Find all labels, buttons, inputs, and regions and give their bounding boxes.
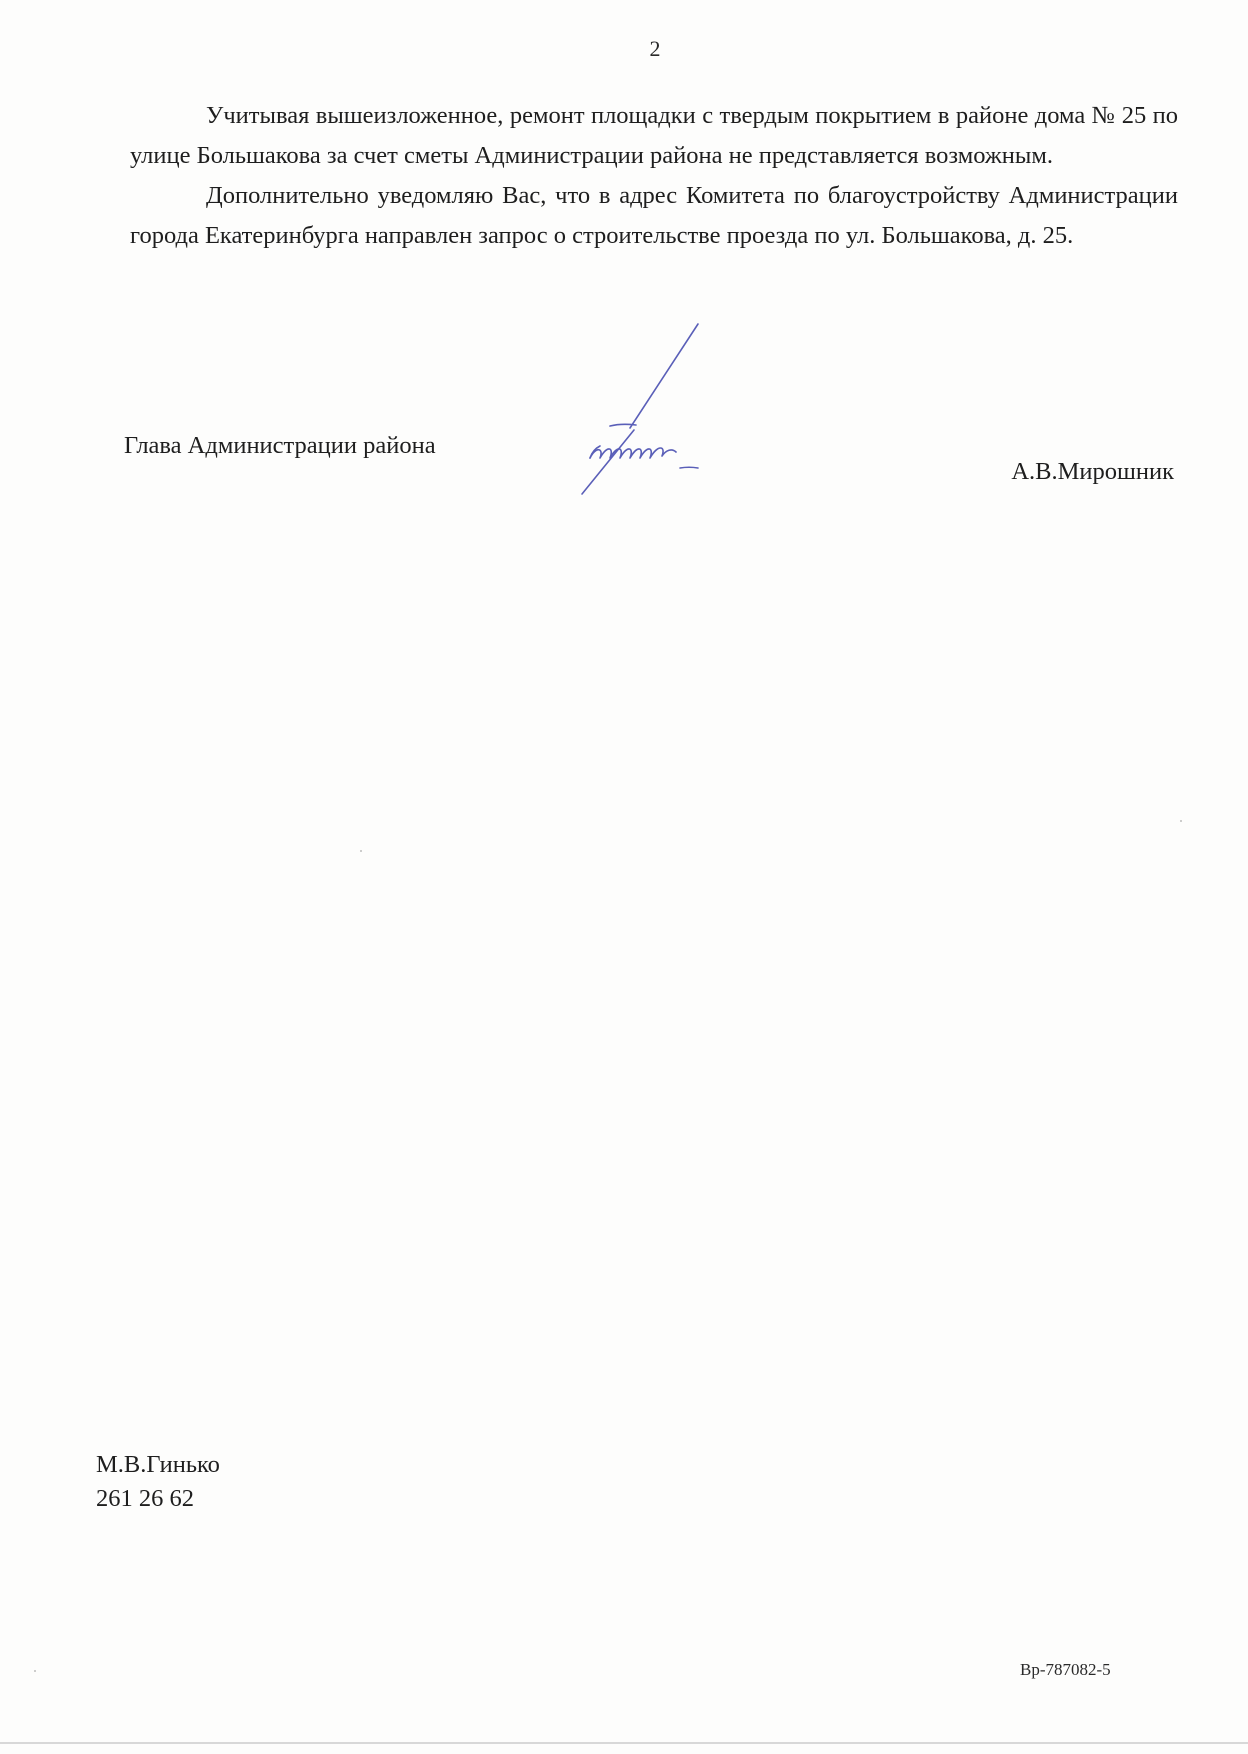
letter-body — [130, 96, 1178, 256]
scan-speck — [360, 850, 362, 852]
handwritten-signature — [570, 318, 720, 498]
executor-phone: 261 26 62 — [96, 1485, 194, 1512]
paragraph-conclusion: Учитывая вышеизложенное, ремонт площадки с твердым покрытием в районе дома № 25 по улице Большакова за счет сметы Администрации района не представляется возможным. — [130, 102, 1178, 169]
scan-edge — [0, 1742, 1248, 1744]
document-reference: Вр-787082-5 — [1020, 1660, 1111, 1679]
scan-speck — [1180, 820, 1182, 822]
scan-speck — [34, 1670, 36, 1672]
executor-contact — [96, 1448, 220, 1516]
page-number: 2 — [649, 36, 661, 61]
paragraph-notification: Дополнительно уведомляю Вас, что в адрес Комитета по благоустройству Администрации города Екатеринбурга направлен запрос о строительстве проезда по ул. Большакова, д. 25. — [130, 182, 1178, 249]
signatory-title: Глава Администрации района — [124, 432, 436, 459]
executor-name: М.В.Гинько — [96, 1451, 220, 1478]
signatory-name: А.В.Мирошник — [1011, 458, 1174, 485]
